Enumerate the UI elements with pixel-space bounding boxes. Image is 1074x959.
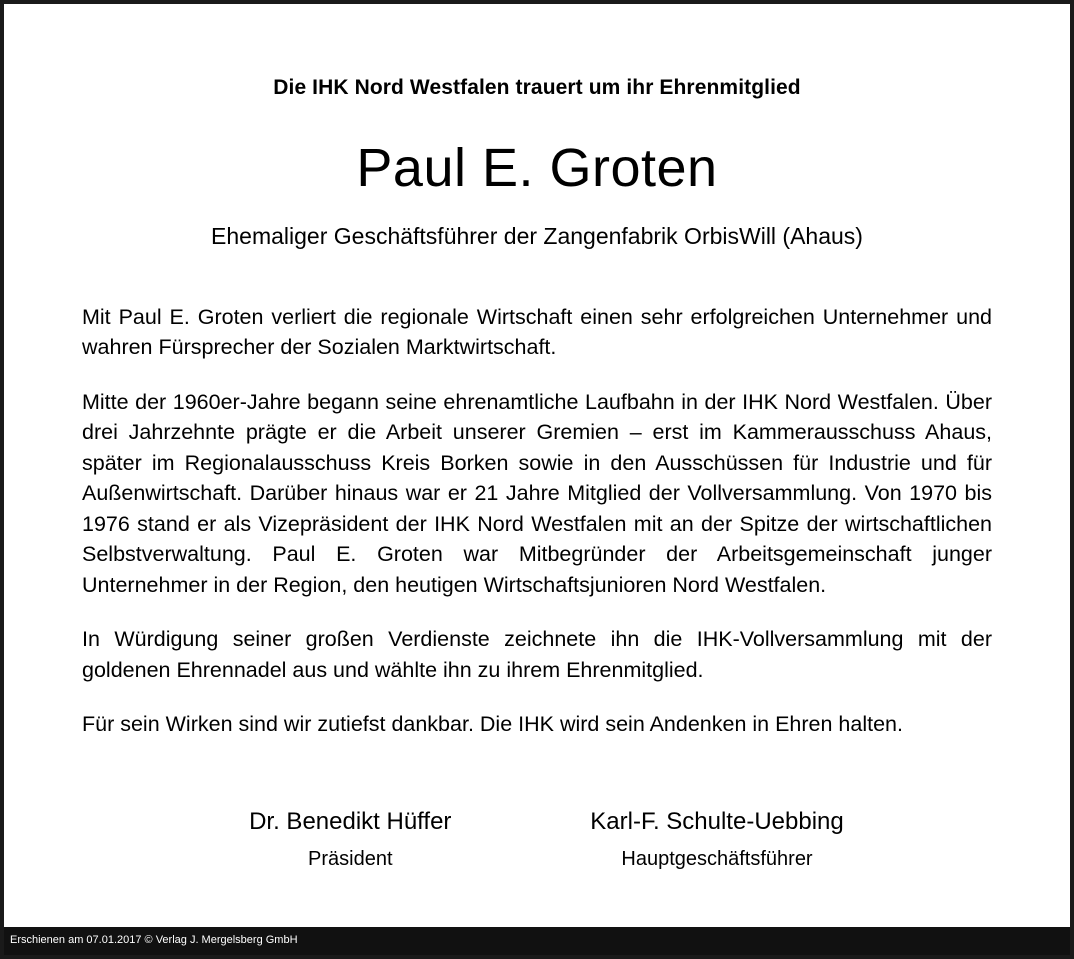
obituary-paragraph-1: Mit Paul E. Groten verliert die regionale Wirtschaft einen sehr erfolgreichen Unternehmer und wahren Fürsprecher der Sozialen Marktwirtschaft. xyxy=(82,304,992,360)
obituary-paragraph-2: Mitte der 1960er-Jahre begann seine ehrenamtliche Laufbahn in der IHK Nord Westfalen. Über drei Jahrzehnte prägte er die Arbeit unserer Gremien – erst im Kammerausschuss Ahaus, später im Regionalausschuss Kreis Borken sowie in den Ausschüssen für Industrie und für Außenwirtschaft. Darüber hinaus war er 21 Jahre Mitglied der Vollversammlung. Von 1970 bis 1976 stand er als Vizepräsident der IHK Nord Westfalen mit an der Spitze der wirtschaftlichen Selbstverwaltung. Paul E. Groten war Mitbegründer der Arbeitsgemeinschaft junger Unternehmer in der Region, den heutigen Wirtschaftsjunioren Nord Westfalen. xyxy=(82,389,992,597)
signatory-managing-director xyxy=(590,808,843,871)
obituary-paragraph-3: In Würdigung seiner großen Verdienste zeichnete ihn die IHK-Vollversammlung mit der goldenen Ehrennadel aus und wählte ihn zu ihrem Ehrenmitglied. xyxy=(82,627,992,682)
signatory-name: Dr. Benedikt Hüffer xyxy=(249,808,452,835)
publication-footer xyxy=(4,927,1070,955)
obituary-content xyxy=(4,4,1070,927)
signatory-title: Präsident xyxy=(308,848,393,870)
signatory-title: Hauptgeschäftsführer xyxy=(621,848,813,870)
content-spacer xyxy=(82,740,992,808)
deceased-role: Ehemaliger Geschäftsführer der Zangenfabrik OrbisWill (Ahaus) xyxy=(211,222,863,249)
signatory-president xyxy=(230,808,470,871)
signatory-name: Karl-F. Schulte-Uebbing xyxy=(590,808,844,835)
lead-line: Die IHK Nord Westfalen trauert um ihr Ehrenmitglied xyxy=(273,76,801,99)
publication-footer-text: Erschienen am 07.01.2017 © Verlag J. Mergelsberg GmbH xyxy=(10,933,298,946)
obituary-paragraph-4: Für sein Wirken sind wir zutiefst dankbar. Die IHK wird sein Andenken in Ehren halten. xyxy=(82,712,903,737)
deceased-name: Paul E. Groten xyxy=(356,138,718,198)
signature-block xyxy=(82,808,992,927)
